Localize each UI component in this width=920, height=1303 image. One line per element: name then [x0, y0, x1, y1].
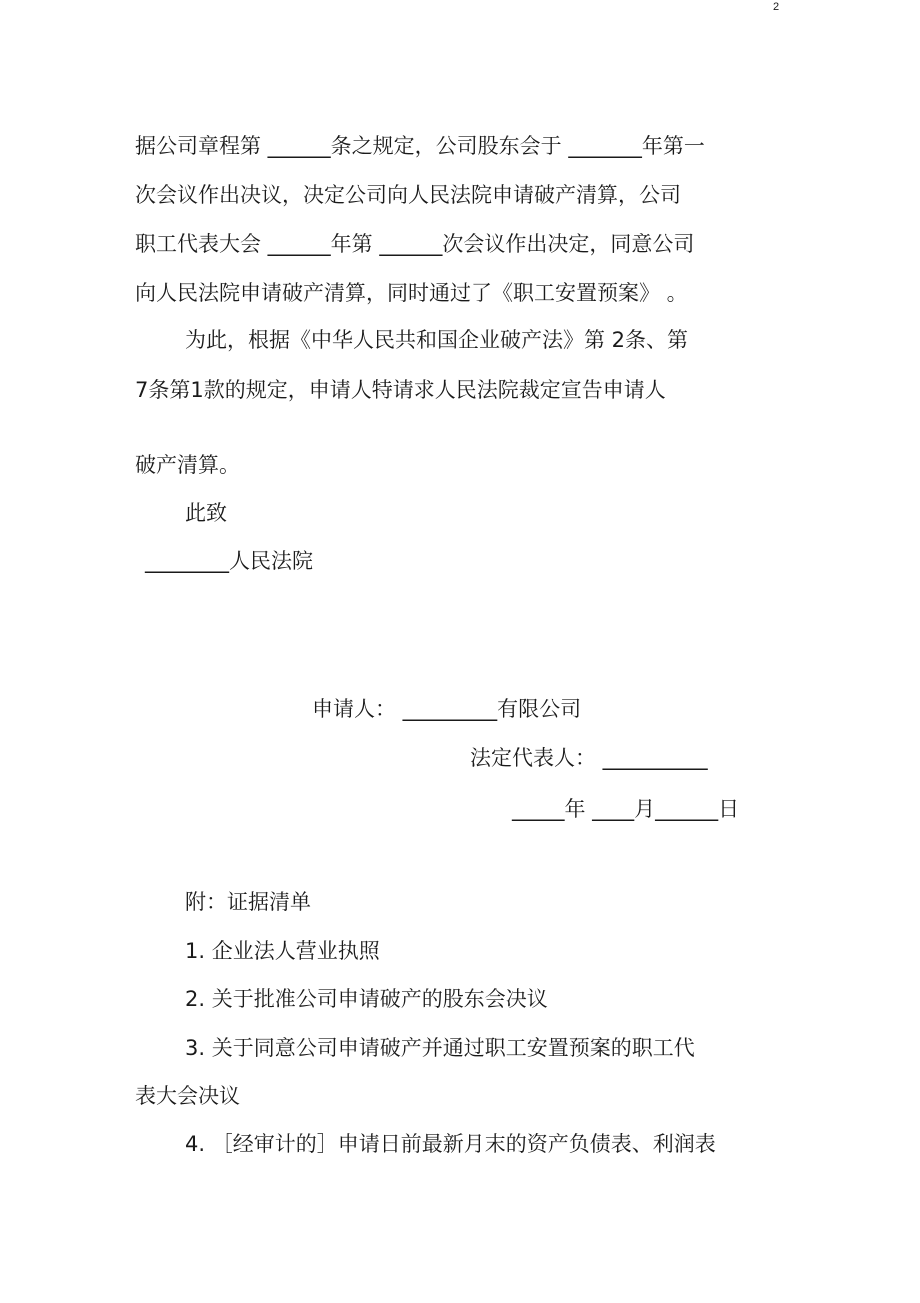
court-name: ________人民法院	[145, 549, 313, 573]
attachment-item-continued: 表大会决议	[135, 1084, 240, 1108]
body-line: 向人民法院申请破产清算，同时通过了《职工安置预案》 。	[135, 281, 688, 305]
body-line: 次会议作出决议，决定公司向人民法院申请破产清算，公司	[135, 183, 681, 207]
attachment-item: 1. 企业法人营业执照	[185, 939, 380, 963]
body-line: 职工代表大会 ______年第 ______次会议作出决定，同意公司	[135, 232, 695, 256]
signature-date: _____年 ____月______日	[512, 797, 740, 821]
body-line: 为此，根据《中华人民共和国企业破产法》第 2条、第	[185, 328, 689, 352]
body-line: 7条第1款的规定，申请人特请求人民法院裁定宣告申请人	[135, 378, 666, 402]
page-number: 2	[773, 1, 780, 13]
salutation: 此致	[185, 501, 227, 525]
body-line: 破产清算。	[135, 453, 240, 477]
legal-representative: 法定代表人： __________	[470, 746, 708, 770]
attachment-item: 2. 关于批准公司申请破产的股东会决议	[185, 987, 548, 1011]
attachment-item: 3. 关于同意公司申请破产并通过职工安置预案的职工代	[185, 1036, 695, 1060]
attachments-heading: 附：证据清单	[185, 890, 311, 914]
attachment-item: 4. ［经审计的］申请日前最新月末的资产负债表、利润表	[185, 1132, 716, 1156]
applicant-signature: 申请人： _________有限公司	[312, 697, 582, 721]
body-line: 据公司章程第 ______条之规定，公司股东会于 _______年第一	[135, 134, 705, 158]
